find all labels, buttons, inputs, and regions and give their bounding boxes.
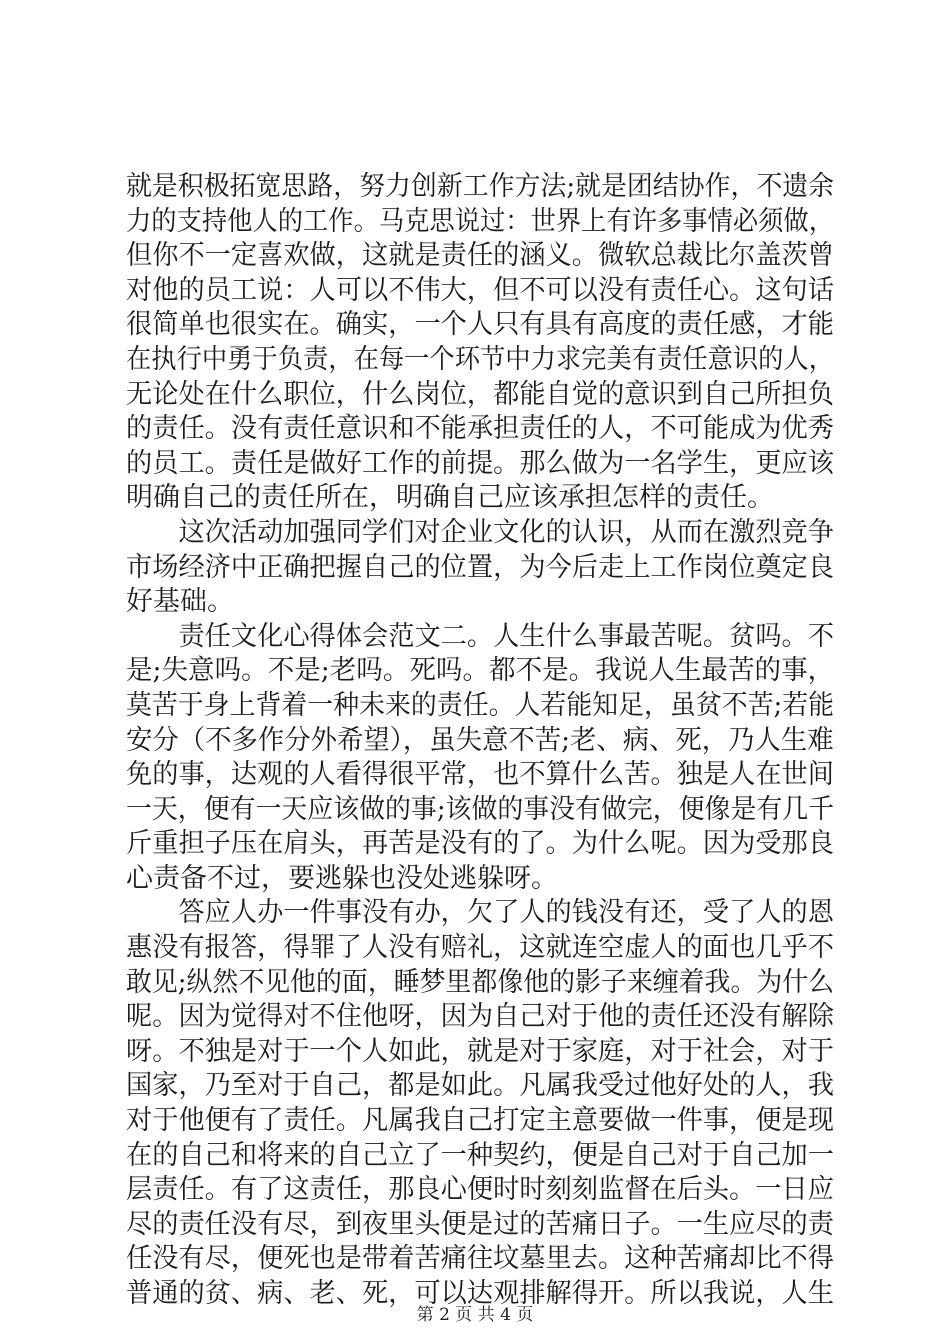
paragraph [126, 516, 834, 620]
text-line: 市场经济中正确把握自己的位置，为今后走上工作岗位奠定良 [126, 551, 835, 583]
text-line: 就是积极拓宽思路，努力创新工作方法;就是团结协作，不遗余 [126, 171, 835, 202]
text-line: 敢见;纵然不见他的面，睡梦里都像他的影子来缠着我。为什么 [126, 966, 835, 998]
text-line: 是;失意吗。不是;老吗。死吗。都不是。我说人生最苦的事， [126, 655, 835, 687]
text-line: 普通的贫、病、老、死，可以达观排解得开。所以我说，人生 [126, 1278, 835, 1309]
text-line: 很简单也很实在。确实，一个人只有具有高度的责任感，才能 [126, 309, 835, 341]
text-line: 无论处在什么职位，什么岗位，都能自觉的意识到自己所担负 [126, 378, 835, 410]
text-line: 呀。不独是对于一个人如此，就是对于家庭，对于社会，对于 [126, 1035, 835, 1067]
text-line: 层责任。有了这责任，那良心便时时刻刻监督在后头。一日应 [126, 1174, 835, 1206]
text-line: 明确自己的责任所在，明确自己应该承担怎样的责任。 [126, 482, 774, 514]
text-line: 任没有尽，便死也是带着苦痛往坟墓里去。这种苦痛却比不得 [126, 1243, 835, 1275]
text-line: 的员工。责任是做好工作的前提。那么做为一名学生，更应该 [126, 447, 835, 479]
body-text [126, 170, 834, 1312]
text-line: 安分（不多作分外希望），虽失意不苦;老、病、死，乃人生难 [126, 724, 834, 756]
page-footer: 第 2 页 共 4 页 [416, 1305, 534, 1325]
paragraph [126, 170, 834, 516]
paragraph [126, 896, 834, 1311]
paragraph [126, 620, 834, 897]
text-line: 心责备不过，要逃躲也没处逃躲呀。 [126, 862, 558, 894]
text-line: 答应人办一件事没有办，欠了人的钱没有还，受了人的恩 [178, 897, 835, 929]
text-line: 的责任。没有责任意识和不能承担责任的人，不可能成为优秀 [126, 413, 835, 445]
text-line: 惠没有报答，得罪了人没有赔礼，这就连空虚人的面也几乎不 [126, 932, 835, 964]
text-line: 但你不一定喜欢做，这就是责任的涵义。微软总裁比尔盖茨曾 [126, 240, 835, 272]
text-line: 这次活动加强同学们对企业文化的认识，从而在激烈竞争 [178, 516, 835, 548]
text-line: 斤重担子压在肩头，再苦是没有的了。为什么呢。因为受那良 [126, 828, 835, 860]
text-line: 好基础。 [126, 586, 234, 618]
text-line: 国家，乃至对于自己，都是如此。凡属我受过他好处的人，我 [126, 1070, 835, 1102]
text-line: 呢。因为觉得对不住他呀，因为自己对于他的责任还没有解除 [126, 1001, 835, 1033]
text-line: 在的自己和将来的自己立了一种契约，便是自己对于自己加一 [126, 1139, 835, 1171]
text-line: 责任文化心得体会范文二。人生什么事最苦呢。贫吗。不 [178, 620, 835, 652]
text-line: 对他的员工说：人可以不伟大，但不可以没有责任心。这句话 [126, 274, 835, 306]
text-line: 免的事，达观的人看得很平常，也不算什么苦。独是人在世间 [126, 759, 835, 791]
text-line: 一天，便有一天应该做的事;该做的事没有做完，便像是有几千 [126, 793, 835, 825]
text-line: 莫苦于身上背着一种未来的责任。人若能知足，虽贫不苦;若能 [126, 689, 835, 721]
text-line: 尽的责任没有尽，到夜里头便是过的苦痛日子。一生应尽的责 [126, 1208, 835, 1240]
text-line: 在执行中勇于负责，在每一个环节中力求完美有责任意识的人， [126, 343, 834, 375]
text-line: 力的支持他人的工作。马克思说过：世界上有许多事情必须做， [126, 205, 834, 237]
text-line: 对于他便有了责任。凡属我自己打定主意要做一件事，便是现 [126, 1105, 835, 1137]
